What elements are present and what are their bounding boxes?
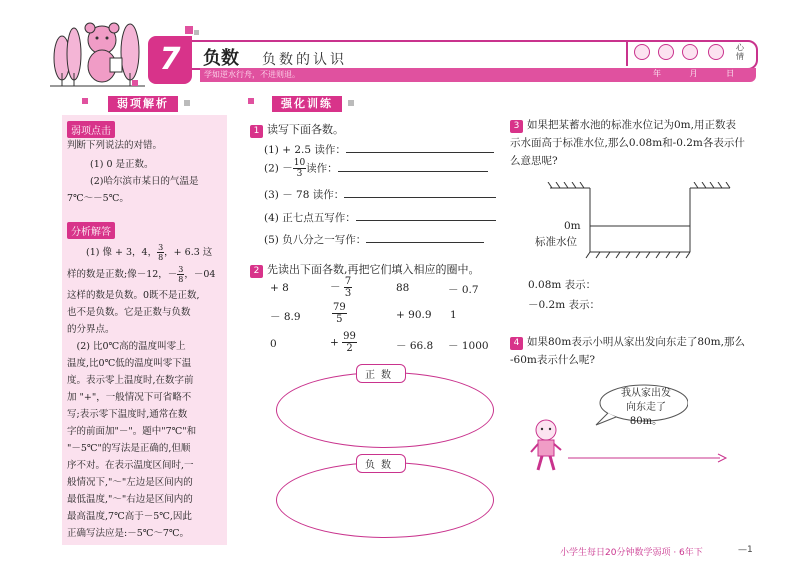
problem-tag: 弱项点击 bbox=[67, 121, 115, 138]
q1-item-3: (3) － 78 读作： bbox=[264, 187, 496, 202]
analysis-tag: 分析解答 bbox=[67, 222, 115, 239]
middle-banner-label: 强化训练 bbox=[272, 96, 342, 112]
analysis-text-line: 最高温度,7℃高于－5℃,因此 bbox=[67, 511, 192, 522]
left-banner-label: 弱项解析 bbox=[108, 96, 178, 112]
positive-number-circle[interactable] bbox=[276, 372, 494, 448]
q1-item-5: (5) 负八分之一写作： bbox=[264, 232, 484, 247]
q1-item-1: (1) + 2.5 读作： bbox=[264, 142, 494, 157]
number-item: － 0.7 bbox=[448, 284, 479, 296]
answer-blank[interactable] bbox=[338, 161, 488, 172]
question-2-title: 先读出下面各数,再把它们填入相应的圈中。 bbox=[267, 263, 480, 276]
problem-item-3: 7℃～－5℃。 bbox=[67, 193, 129, 204]
question-1 bbox=[250, 118, 344, 138]
answer-blank[interactable] bbox=[346, 142, 494, 153]
number-item: + 90.9 bbox=[396, 309, 432, 321]
weakness-panel bbox=[62, 115, 227, 545]
negative-circle-label: 负数 bbox=[356, 454, 406, 473]
diagram-label-0m: 0m bbox=[564, 220, 581, 232]
number-item: － 8.9 bbox=[270, 311, 301, 323]
date-year: 年 bbox=[653, 69, 663, 78]
number-item: － 1000 bbox=[448, 340, 489, 352]
analysis-text-line: 也不是负数。它是正数与负数 bbox=[67, 307, 191, 318]
q1-item-4: (4) 正七点五写作： bbox=[264, 210, 496, 225]
problem-item-2: (2)哈尔滨市某日的气温是 bbox=[90, 176, 199, 187]
bubble-text: 我从家出发 向东走了 80m。 bbox=[621, 388, 671, 427]
answer-line-2: －0.2m 表示： bbox=[528, 299, 600, 311]
question-1-number: 1 bbox=[250, 125, 263, 138]
date-day: 日 bbox=[726, 69, 737, 78]
calm-face-icon[interactable] bbox=[708, 44, 724, 60]
analysis-text-line: 的分界点。 bbox=[67, 324, 115, 335]
analysis-body bbox=[67, 287, 225, 542]
question-4: 4 如果80m表示小明从家出发向东走了80m,那么 -60m表示什么呢? bbox=[510, 336, 745, 366]
question-1-title: 读写下面各数。 bbox=[267, 123, 344, 136]
number-item-fraction: － $\frac{7}{3}$ bbox=[330, 276, 352, 299]
page-subtitle: 负数的认识 bbox=[262, 52, 347, 68]
answer-blank[interactable] bbox=[344, 187, 496, 198]
boy-walking-icon bbox=[528, 418, 564, 474]
mood-label: 心情 bbox=[736, 43, 744, 61]
date-month: 月 bbox=[689, 69, 700, 78]
analysis-text-line: 最低温度,"～"右边是区间内的 bbox=[67, 494, 193, 505]
motto: 学如逆水行舟，不进则退。 bbox=[204, 70, 300, 79]
analysis-line-1: (1) 像 + 3，4， $\frac{3}{8}$ ，+ 6.3 这 bbox=[86, 243, 213, 262]
speech-bubble bbox=[592, 383, 688, 427]
number-item: 88 bbox=[396, 282, 410, 294]
negative-number-circle[interactable] bbox=[276, 462, 494, 538]
analysis-text-line: 写;表示零下温度时,通常在数 bbox=[67, 409, 188, 420]
analysis-text-line: "－5℃"的写法是正确的,但顺 bbox=[67, 443, 191, 454]
number-item-fraction: $\frac{79}{5}$ bbox=[333, 302, 346, 325]
mood-selector bbox=[626, 40, 756, 66]
analysis-text-line: (2) 比0℃高的温度叫零上 bbox=[67, 341, 186, 352]
question-2-number: 2 bbox=[250, 265, 263, 278]
analysis-text-line: 正确写法应是:－5℃～7℃。 bbox=[67, 528, 190, 539]
number-item: 0 bbox=[270, 338, 277, 350]
direction-arrow bbox=[568, 448, 728, 458]
positive-circle-label: 正数 bbox=[356, 364, 406, 383]
angry-face-icon[interactable] bbox=[658, 44, 674, 60]
analysis-text-line: 加 "+"，一般情况下可省略不 bbox=[67, 392, 192, 403]
question-3-number: 3 bbox=[510, 120, 523, 133]
bear-icon bbox=[85, 23, 122, 82]
date-row bbox=[653, 68, 758, 79]
analysis-line-2: 样的数是正数;像－12，－ $\frac{3}{8}$ ，－04 bbox=[67, 265, 216, 284]
water-tank-diagram bbox=[530, 182, 750, 272]
number-item-fraction: + $\frac{99}{2}$ bbox=[330, 331, 356, 354]
analysis-text-line: 般情况下,"～"左边是区间内的 bbox=[67, 477, 193, 488]
q1-item-2: (2) － $\frac{10}{3}$ 读作： bbox=[264, 158, 488, 179]
question-3: 3 如果把某蓄水池的标准水位记为0m,用正数表 示水面高于标准水位,那么0.08m和-0.2m各表示什 么意思呢? bbox=[510, 119, 745, 167]
question-2 bbox=[250, 258, 480, 278]
page-title: 负数 bbox=[203, 48, 239, 69]
crying-face-icon[interactable] bbox=[682, 44, 698, 60]
analysis-text-line: 度。表示零上温度时,在数字前 bbox=[67, 375, 194, 386]
problem-intro: 判断下列说法的对错。 bbox=[67, 140, 163, 151]
number-item: 1 bbox=[450, 309, 457, 321]
diagram-label-standard: 标准水位 bbox=[535, 236, 577, 248]
answer-line-1: 0.08m 表示： bbox=[528, 279, 597, 291]
number-item: + 8 bbox=[270, 282, 289, 294]
happy-face-icon[interactable] bbox=[634, 44, 650, 60]
answer-blank[interactable] bbox=[356, 210, 496, 221]
book-footer: 小学生每日20分钟数学弱项 · 6年下 bbox=[560, 548, 703, 558]
answer-blank[interactable] bbox=[366, 232, 484, 243]
lesson-number-box bbox=[148, 36, 192, 84]
number-item: － 66.8 bbox=[396, 340, 434, 352]
analysis-text-line: 温度,比0℃低的温度叫零下温 bbox=[67, 358, 192, 369]
page-number: —1 bbox=[738, 545, 753, 555]
analysis-text-line: 这样的数是负数。0既不是正数, bbox=[67, 290, 200, 301]
analysis-text-line: 字的前面加"－"。题中"7℃"和 bbox=[67, 426, 197, 437]
lesson-number: 7 bbox=[159, 42, 181, 77]
header-illustration bbox=[50, 18, 145, 88]
question-4-number: 4 bbox=[510, 337, 523, 350]
problem-item-1: (1) 0 是正数。 bbox=[90, 159, 154, 170]
analysis-text-line: 序不对。在表示温度区间时,一 bbox=[67, 460, 194, 471]
